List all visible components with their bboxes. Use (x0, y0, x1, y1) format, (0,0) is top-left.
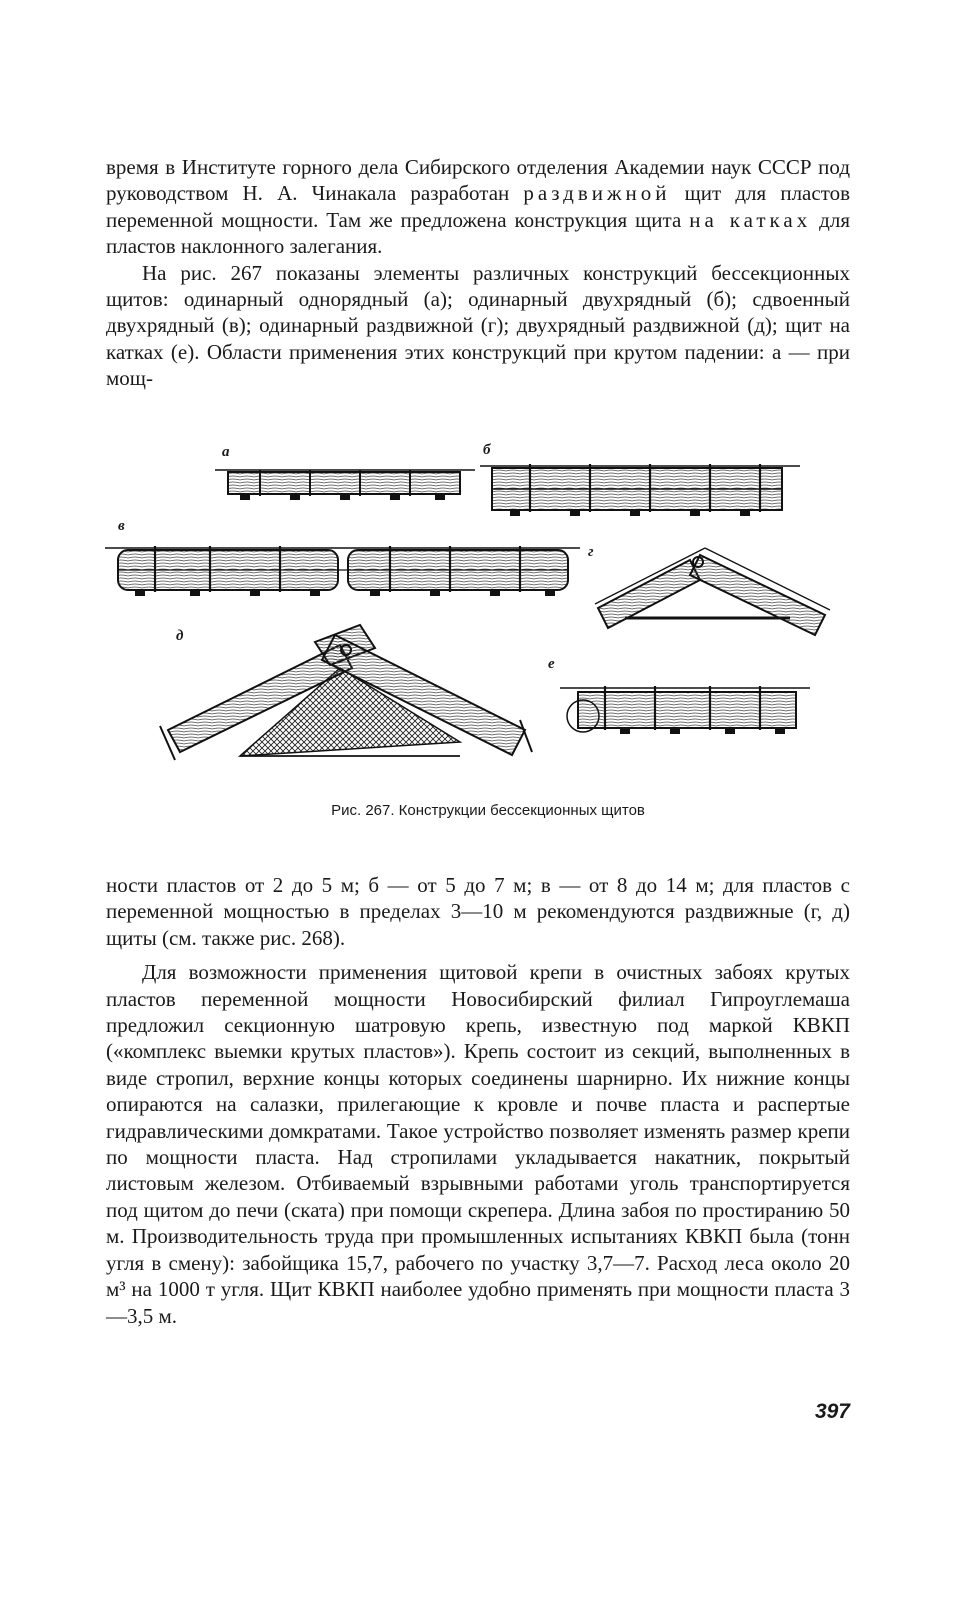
page-number: 397 (814, 1400, 850, 1423)
label-b: б (483, 442, 491, 458)
figure-drawings (100, 430, 860, 800)
shield-d-drawing (160, 625, 532, 760)
paragraph-2: На рис. 267 показаны элементы различных конструкций бессекционных щитов: одинарный однорядный (а); одинарный двухрядный (б); сдвоенный двухрядный (в); одинарный раздвижной (г); двухрядный раздвижной (д); щит на катках (е). Области применения этих конструкций при крутом падении: а — при мощ- (106, 260, 850, 391)
label-e: е (548, 656, 555, 672)
emphasis-spaced-2: на катках (689, 207, 812, 232)
shield-a-drawing (215, 470, 475, 500)
top-text-block (106, 154, 850, 392)
shield-e-drawing (560, 686, 810, 734)
shield-b-drawing (480, 464, 800, 516)
label-v: в (118, 518, 125, 534)
label-g: г (588, 544, 594, 560)
shield-v-drawing (105, 546, 580, 596)
figure-267 (100, 430, 860, 800)
paragraph-3: ности пластов от 2 до 5 м; б — от 5 до 7 м; в — от 8 до 14 м; для пластов с переменной мощностью в пределах 3—10 м рекомендуются раздвижные (г, д) щиты (см. также рис. 268). (106, 873, 850, 950)
bottom-text-block (106, 872, 850, 1329)
paragraph-4: Для возможности применения щитовой крепи в очистных забоях крутых пластов переменной мощности Новосибирский филиал Гипроуглемаша предложил секционную шатровую крепь, известную под маркой КВКП («комплекс выемки крутых пластов»). Крепь состоит из секций, выполненных в виде стропил, верхние концы которых соединены шарнирно. Их нижние концы опираются на салазки, прилегающие к кровле и почве пласта и распертые гидравлическими домкратами. Такое устройство позволяет изменять размер крепи по мощности пласта. Над стропилами укладывается накатник, покрытый листовым железом. Отбиваемый взрывными работами уголь транспортируется под щитом до печи (ската) при помощи скрепера. Длина забоя по простиранию 50 м. Производительность труда при промышленных испытаниях КВКП была (тонн угля в смену): забойщика 15,7, рабочего по участку 3,7—7. Расход леса около 20 м³ на 1000 т угля. Щит КВКП наиболее удобно применять при мощности пласта 3—3,5 м. (106, 960, 850, 1328)
shield-g-drawing (595, 548, 830, 635)
label-a: а (222, 444, 230, 460)
figure-caption: Рис. 267. Конструкции бессекционных щитов (331, 802, 645, 819)
paragraph-1: время в Институте горного дела Сибирского отделения Академии наук СССР под руководством Н. А. Чинакала разработан раздвижной щит для пластов переменной мощности. Там же предложена конструкция щита на катках для пластов наклонного залегания. (106, 155, 851, 259)
label-d: д (176, 628, 184, 644)
emphasis-spaced-1: раздвижной (523, 181, 671, 206)
